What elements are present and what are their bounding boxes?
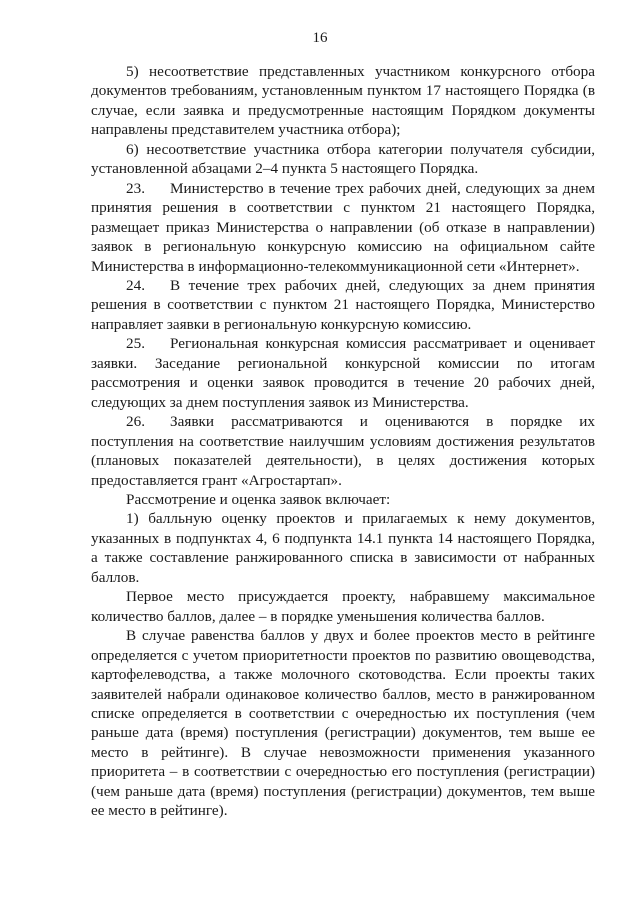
paragraph-number: 26.: [126, 413, 145, 431]
paragraph-tie-break: [91, 626, 595, 821]
paragraph-number: 24.: [126, 276, 145, 294]
paragraph-item-1: [91, 509, 595, 587]
paragraph-review-intro: [91, 490, 595, 509]
page-number: 16: [312, 30, 328, 46]
paragraph-24: [91, 276, 595, 334]
paragraph-first-place: [91, 587, 595, 626]
paragraph-text: 5) несоответствие представленных участником конкурсного отбора документов требованиям, установленным пунктом 17 настоящего Порядка (в случае, если заявка и предусмотренные настоящим Порядком документы направлены представителем участника отбора);: [91, 63, 595, 139]
paragraph-text: Министерство в течение трех рабочих дней, следующих за днем принятия решения в соответствии с пунктом 21 настоящего Порядка, размещает приказ Министерства о направлении (об отказе в направлении) заявок в региональную конкурсную комиссию на официальном сайте Министерства в информационно-телекоммуникационной сети «Интернет».: [91, 179, 595, 275]
document-body: [91, 62, 595, 821]
paragraph-item-5: [91, 62, 595, 140]
paragraph-number: 23.: [126, 179, 145, 197]
paragraph-text: Первое место присуждается проекту, набравшему максимальное количество баллов, далее – в порядке уменьшения количества баллов.: [91, 588, 595, 625]
paragraph-number: 25.: [126, 335, 145, 353]
paragraph-text: 6) несоответствие участника отбора категории получателя субсидии, установленной абзацами 2–4 пункта 5 настоящего Порядка.: [91, 140, 595, 178]
paragraph-text: Региональная конкурсная комиссия рассматривает и оценивает заявки. Заседание региональной конкурсной комиссии по итогам рассмотрения и оценки заявок проводится в течение 20 рабочих дней, следующих за днем поступления заявок из Министерства.: [91, 335, 595, 411]
paragraph-text: Заявки рассматриваются и оцениваются в порядке их поступления на соответствие наилучшим условиям достижения результатов (плановых показателей деятельности), в целях достижения которых предоставляется грант «Агростартап».: [91, 413, 595, 489]
paragraph-text: В случае равенства баллов у двух и более проектов место в рейтинге определяется с учетом приоритетности проектов по развитию овощеводства, картофелеводства, а также молочного скотоводства. Если проекты таких заявителей набрали одинаковое количество баллов, место в ранжированном списке определяется в соответствии с очередностью их поступления (чем раньше дата (время) поступления (регистрации) документов, тем выше ее место в рейтинге). В случае невозможности применения указанного приоритета – в соответствии с очередностью его поступления (регистрации) (чем раньше дата (время) поступления (регистрации) документов, тем выше ее место в рейтинге).: [91, 627, 595, 820]
paragraph-23: [91, 179, 595, 276]
paragraph-text: В течение трех рабочих дней, следующих за днем принятия решения в соответствии с пунктом 21 настоящего Порядка, Министерство направляет заявки в региональную конкурсную комиссию.: [91, 276, 595, 333]
paragraph-item-6: [91, 140, 595, 179]
paragraph-text: Рассмотрение и оценка заявок включает:: [126, 490, 391, 508]
paragraph-25: [91, 334, 595, 412]
paragraph-text: 1) балльную оценку проектов и прилагаемых к нему документов, указанных в подпунктах 4, 6 подпункта 14.1 пункта 14 настоящего Порядка, а также составление ранжированного списка в зависимости от набранных баллов.: [91, 510, 595, 586]
paragraph-26: [91, 412, 595, 490]
